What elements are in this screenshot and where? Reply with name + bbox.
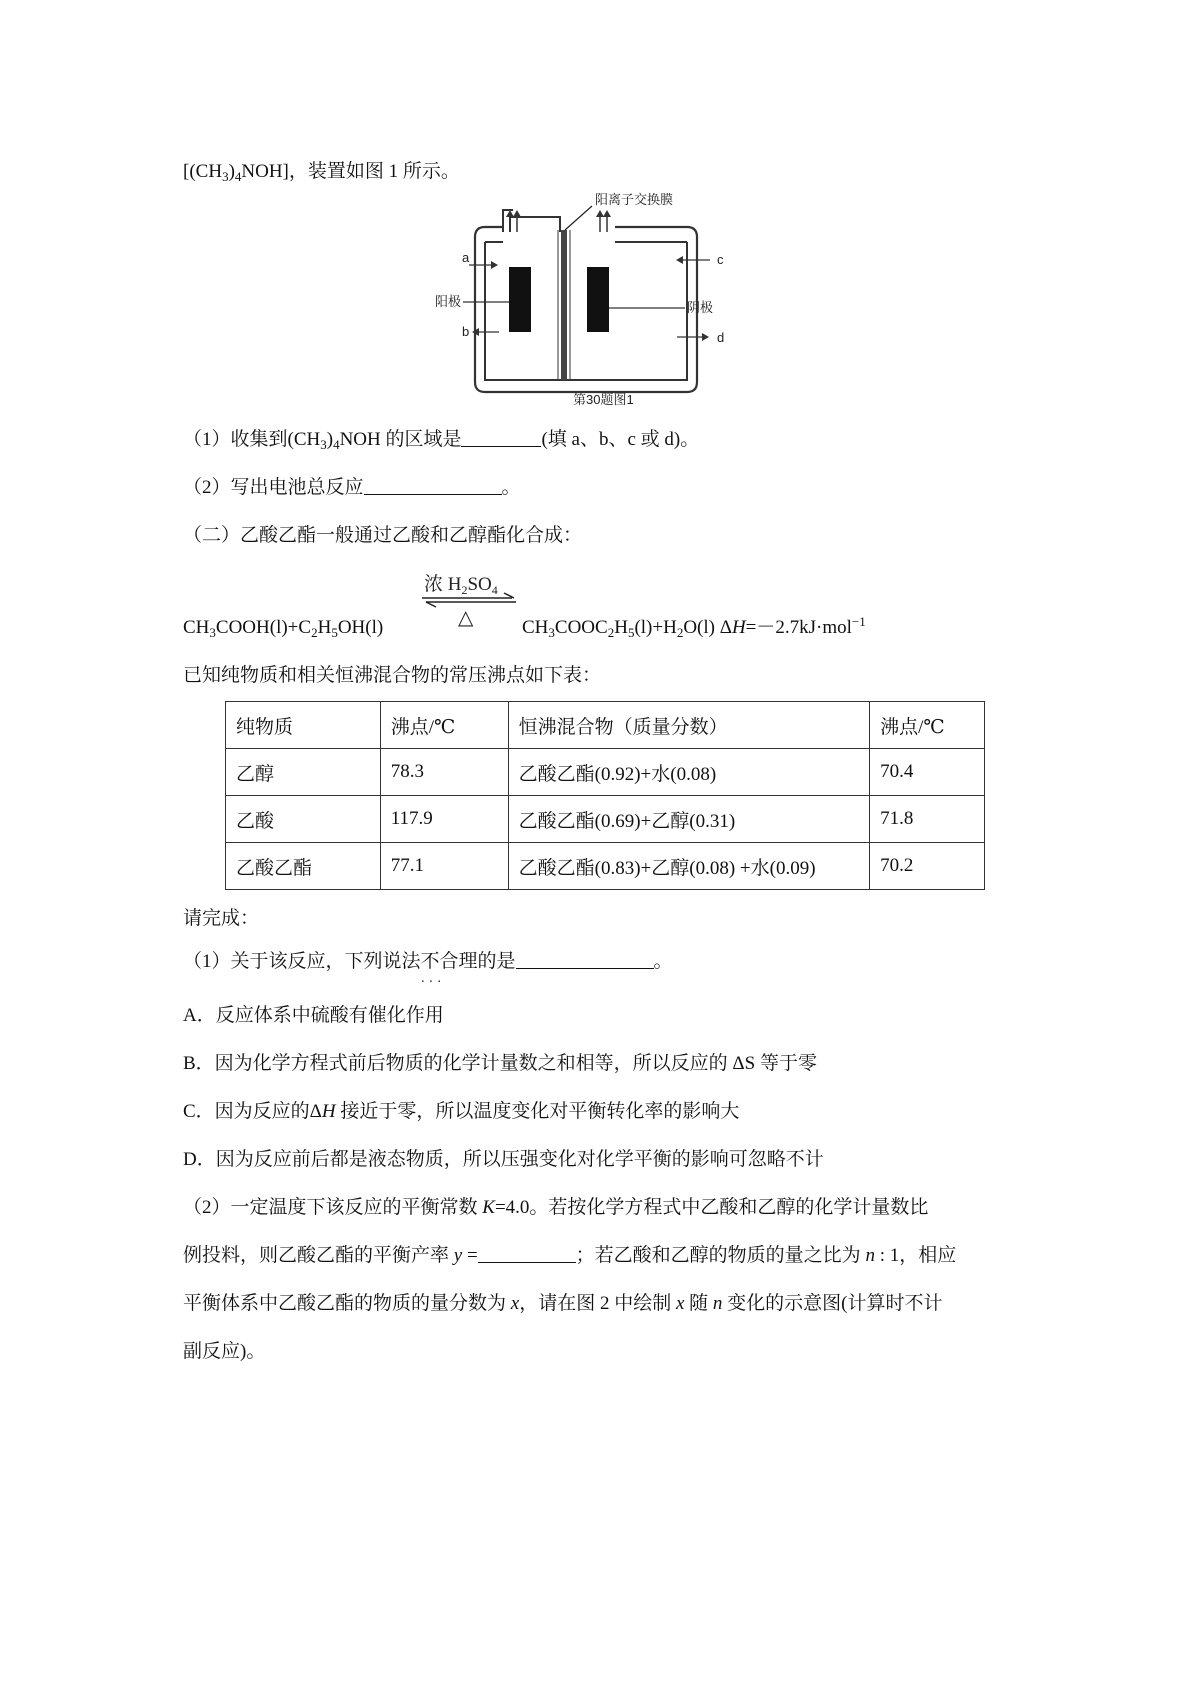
anode-electrode — [509, 267, 531, 332]
question-text: = — [462, 1245, 478, 1266]
part-2-intro: （二）乙酸乙酯一般通过乙酸和乙醇酯化合成： — [183, 525, 583, 546]
question-text: （2）写出电池总反应 — [183, 477, 364, 498]
table-cell: 乙酸乙酯(0.69)+乙醇(0.31) — [508, 796, 869, 843]
question-text: : 1，相应 — [874, 1245, 957, 1266]
table-row — [226, 749, 985, 796]
boiling-point-table — [225, 701, 985, 890]
label-d: d — [717, 330, 725, 345]
answer-blank[interactable] — [461, 428, 541, 447]
intro-text: ) — [228, 161, 235, 182]
question-2 — [183, 476, 521, 500]
answer-blank[interactable] — [364, 476, 502, 495]
subscript: 3 — [209, 625, 216, 640]
question-text: （1）收集到(CH — [183, 429, 321, 450]
option-text: C．因为反应的Δ — [183, 1101, 322, 1122]
table-header-cell: 沸点/℃ — [870, 702, 985, 749]
superscript: −1 — [851, 614, 866, 629]
option-variable: H — [321, 1101, 336, 1122]
eq-text: COOC — [554, 617, 608, 638]
figure-caption: 第30题图1 — [573, 392, 634, 407]
subscript: 2 — [607, 625, 615, 640]
intro-text: [(CH — [183, 161, 223, 182]
subscript: 4 — [333, 437, 340, 452]
answer-blank[interactable] — [516, 950, 654, 969]
option-b: B．因为化学方程式前后物质的化学计量数之和相等，所以反应的 ΔS 等于零 — [183, 1053, 817, 1074]
question-text: （2）一定温度下该反应的平衡常数 — [183, 1197, 483, 1218]
question-text: 的是 — [477, 951, 516, 972]
question-text: 随 — [684, 1293, 713, 1314]
option-d: D．因为反应前后都是液态物质，所以压强变化对化学平衡的影响可忽略不计 — [183, 1149, 824, 1170]
question-text: ，请在图 2 中绘制 — [519, 1293, 676, 1314]
eq-text: OH(l) — [337, 617, 384, 638]
sub-question-2-line-4: 副反应)。 — [183, 1341, 266, 1362]
intro-text: NOH]，装置如图 1 所示。 — [241, 161, 460, 182]
subscript: 2 — [676, 625, 684, 640]
equation-rhs — [522, 616, 866, 640]
question-variable: n — [865, 1245, 875, 1266]
eq-text: H — [317, 617, 332, 638]
membrane-label: 阳离子交换膜 — [595, 192, 674, 207]
table-row — [226, 843, 985, 890]
table-cell: 71.8 — [870, 796, 985, 843]
table-row — [226, 796, 985, 843]
sub-question-2-line-2 — [183, 1244, 956, 1268]
sub-question-2-line-1 — [183, 1196, 928, 1220]
table-cell: 乙酸 — [226, 796, 381, 843]
eq-text: CH — [183, 617, 210, 638]
eq-text: H — [614, 617, 628, 638]
emphasis-text: 不合理 · · · — [421, 951, 478, 972]
table-cell: 77.1 — [380, 843, 508, 890]
equation-lhs — [183, 616, 383, 640]
cathode-label: 阴极 — [687, 300, 714, 315]
table-cell: 乙酸乙酯(0.92)+水(0.08) — [508, 749, 869, 796]
label-c: c — [717, 252, 724, 267]
label-a: a — [462, 250, 470, 265]
question-text: (填 a、b、c 或 d)。 — [541, 429, 700, 450]
question-text: ；若乙酸和乙醇的物质的量之比为 — [575, 1245, 866, 1266]
eq-text: COOH(l)+C — [215, 617, 312, 638]
question-variable: x — [675, 1293, 685, 1314]
reaction-arrow — [420, 572, 520, 632]
option-a: A．反应体系中硫酸有催化作用 — [183, 1005, 444, 1026]
label-b: b — [462, 324, 470, 339]
question-1 — [183, 428, 699, 452]
eq-text: (l)+H — [634, 617, 677, 638]
eq-variable: H — [731, 617, 746, 638]
option-text: 接近于零，所以温度变化对平衡转化率的影响大 — [335, 1101, 740, 1122]
table-cell: 乙酸乙酯(0.83)+乙醇(0.08) +水(0.09) — [508, 843, 869, 890]
table-header-cell: 恒沸混合物（质量分数） — [508, 702, 869, 749]
table-cell: 117.9 — [380, 796, 508, 843]
subscript: 4 — [234, 169, 242, 184]
table-cell: 70.2 — [870, 843, 985, 890]
heat-symbol: △ — [458, 607, 474, 629]
eq-text: CH — [522, 617, 549, 638]
question-text: ) — [326, 429, 334, 450]
please-complete: 请完成： — [183, 908, 260, 929]
catalyst-label: 浓 $H_2SO_4$ — [424, 574, 498, 597]
table-cell: 70.4 — [870, 749, 985, 796]
question-text: 。 — [653, 951, 673, 972]
subscript: 2 — [311, 625, 318, 640]
table-header-row — [226, 702, 985, 749]
subscript: 5 — [331, 625, 338, 640]
subscript: 3 — [222, 169, 229, 184]
sub-question-2-line-3 — [183, 1292, 943, 1316]
table-cell: 乙醇 — [226, 749, 381, 796]
subscript: 5 — [627, 625, 635, 640]
question-text: 平衡体系中乙酸乙酯的物质的量分数为 — [183, 1293, 511, 1314]
question-variable: K — [482, 1197, 495, 1218]
eq-text: O(l) Δ — [683, 617, 732, 638]
question-variable: n — [712, 1293, 723, 1314]
question-variable: x — [510, 1293, 520, 1314]
question-text: NOH 的区域是 — [339, 429, 462, 450]
subscript: 3 — [548, 625, 555, 640]
table-header-cell: 沸点/℃ — [380, 702, 508, 749]
cathode-electrode — [587, 267, 609, 332]
table-cell: 乙酸乙酯 — [226, 843, 381, 890]
question-text: 。 — [501, 477, 521, 498]
table-intro: 已知纯物质和相关恒沸混合物的常压沸点如下表： — [183, 665, 602, 686]
sub-question-1 — [183, 950, 673, 974]
electrolysis-apparatus-figure — [435, 192, 730, 407]
question-text: 例投料，则乙酸乙酯的平衡产率 — [183, 1245, 454, 1266]
question-text: （1）关于该反应，下列说法 — [183, 951, 421, 972]
question-text: 变化的示意图(计算时不计 — [722, 1293, 943, 1314]
answer-blank[interactable] — [478, 1244, 576, 1263]
eq-text: =－2.7kJ·mol — [745, 617, 852, 638]
table-header-cell: 纯物质 — [226, 702, 381, 749]
table-cell: 78.3 — [380, 749, 508, 796]
anode-label: 阳极 — [435, 294, 462, 309]
question-text: =4.0。若按化学方程式中乙酸和乙醇的化学计量数比 — [494, 1197, 929, 1218]
subscript: 3 — [320, 437, 327, 452]
intro-line — [183, 160, 460, 184]
option-c — [183, 1100, 739, 1124]
question-variable: y — [453, 1245, 463, 1266]
